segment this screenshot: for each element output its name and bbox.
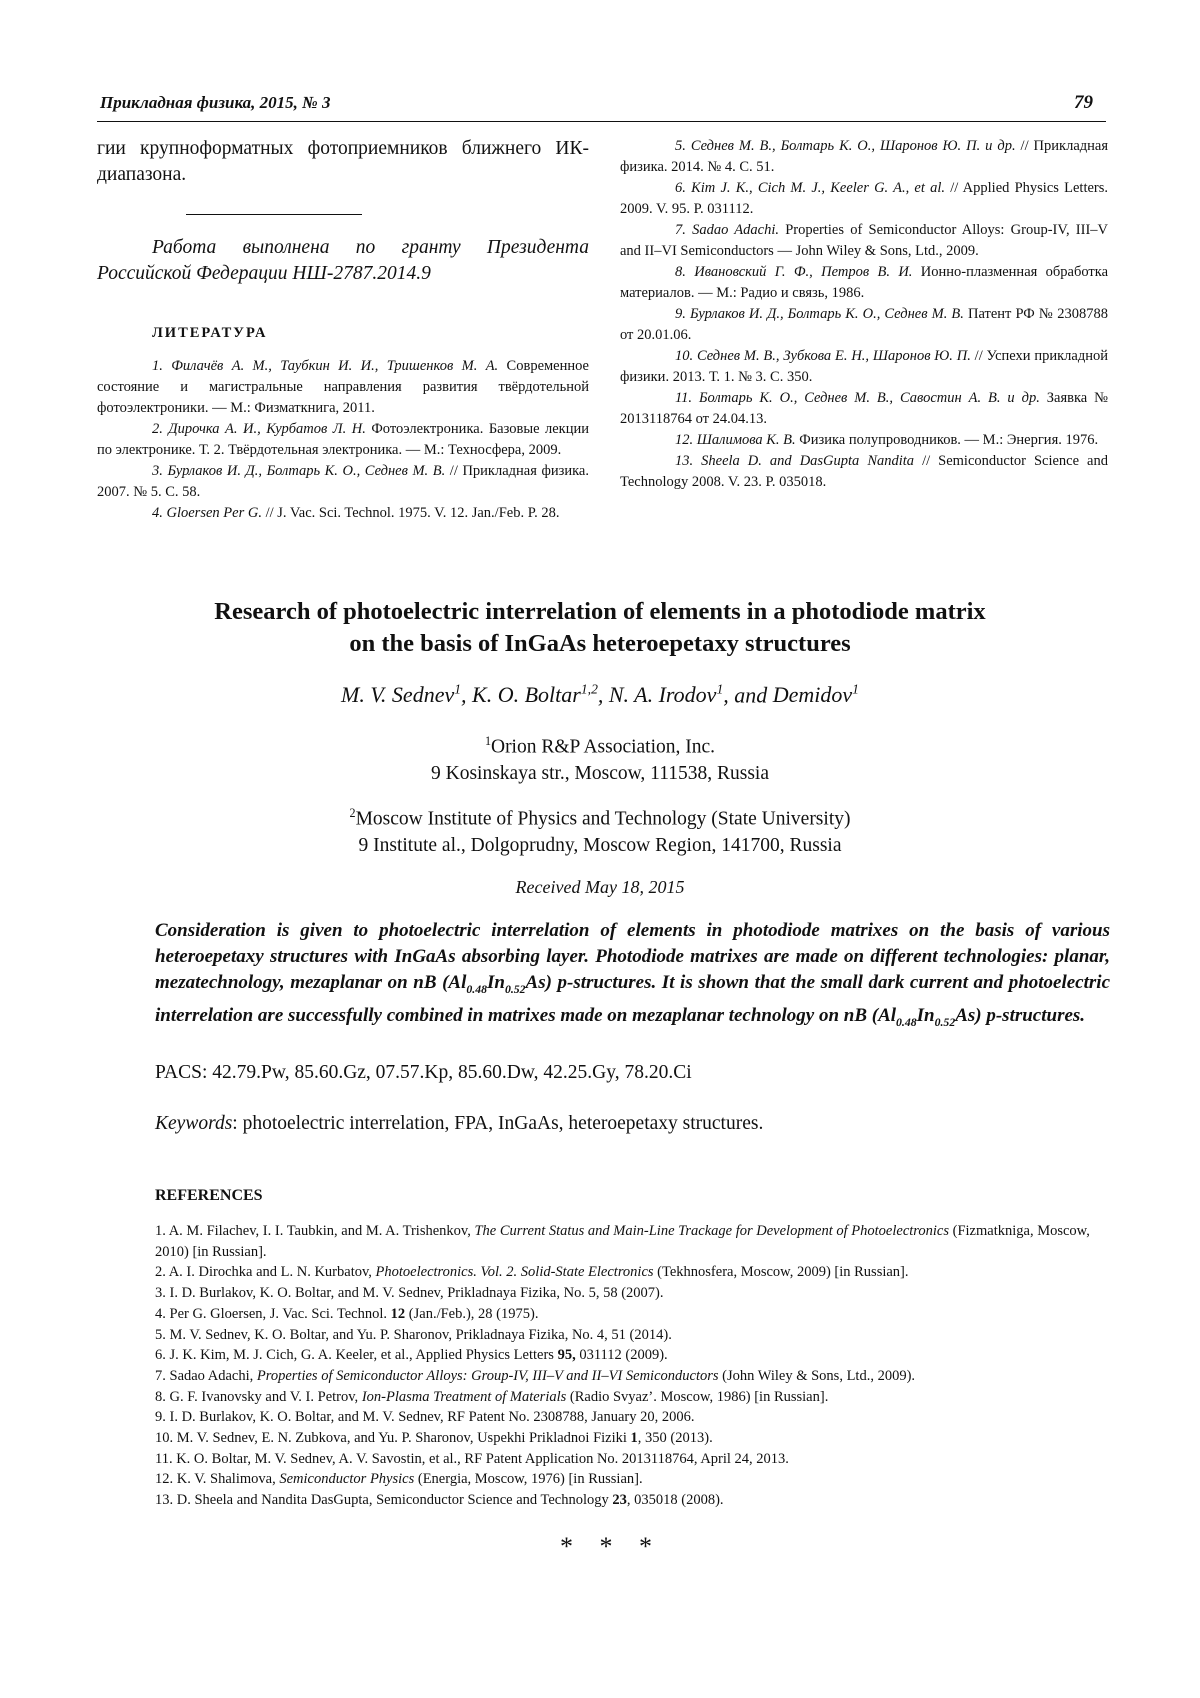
page-number: 79 <box>1074 92 1093 113</box>
reference-authors: 6. Kim J. K., Cich M. J., Keeler G. A., et al. <box>675 180 946 196</box>
reference-item: 3. I. D. Burlakov, K. O. Boltar, and M. V. Sednev, Prikladnaya Fizika, No. 5, 58 (2007). <box>155 1285 664 1302</box>
received-date: Received May 18, 2015 <box>515 877 685 897</box>
author: N. A. Irodov$^1$ <box>608 682 724 708</box>
reference-item: 13. D. Sheela and Nandita DasGupta, Semiconductor Science and Technology 23, 035018 (2008). <box>155 1492 724 1509</box>
references-heading: REFERENCES <box>155 1187 263 1204</box>
reference-authors: 3. Бурлаков И. Д., Болтарь К. О., Седнев М. В. <box>152 463 446 479</box>
reference-item <box>620 451 1108 493</box>
reference-authors: 7. Sadao Adachi. <box>675 222 779 238</box>
reference-text: // Semiconductor Science and Technology 2008. V. 23. P. 035018. <box>620 453 1108 490</box>
reference-text: // Прикладная физика. 2007. № 5. С. 58. <box>97 463 589 500</box>
reference-item <box>97 356 589 419</box>
reference-text: // J. Vac. Sci. Technol. 1975. V. 12. Jan./Feb. P. 28. <box>261 505 560 521</box>
title-line: Research of photoelectric interrelation of elements in a photodiode matrix <box>214 598 986 625</box>
reference-item: 10. M. V. Sednev, E. N. Zubkova, and Yu. P. Sharonov, Uspekhi Prikladnoi Fiziki 1, 350 (2013). <box>155 1430 713 1447</box>
footnote-rule <box>186 214 362 215</box>
grant-note: Работа выполнена по гранту Президента Российской Федерации НШ-2787.2014.9 <box>97 237 589 284</box>
left-column <box>97 136 589 524</box>
reference-authors: 4. Gloersen Per G. <box>152 505 262 521</box>
reference-item <box>620 262 1108 304</box>
keywords: Keywords: photoelectric interrelation, FPA, InGaAs, heteroepetaxy structures. <box>155 1113 764 1134</box>
reference-text: // Applied Physics Letters. 2009. V. 95. P. 031112. <box>620 180 1109 217</box>
reference-item <box>97 461 589 503</box>
reference-authors: 1. Филачёв А. М., Таубкин И. И., Тришенков М. А. <box>152 358 499 374</box>
author: M. V. Sednev$^1$ <box>341 682 462 708</box>
reference-item: 2. A. I. Dirochka and L. N. Kurbatov, Photoelectronics. Vol. 2. Solid-State Electronics (Tekhnosfera, Moscow, 2009) [in Russian]. <box>155 1264 909 1281</box>
end-mark: * * * <box>560 1532 662 1561</box>
title-line: on the basis of InGaAs heteroepetaxy structures <box>349 630 851 657</box>
reference-authors: 10. Седнев М. В., Зубкова Е. Н., Шаронов Ю. П. <box>675 348 971 364</box>
reference-text: Современное состояние и магистральные направления развития твёрдотельной фотоэлектроники. — М.: Физматкнига, 2011. <box>97 358 589 416</box>
abstract: Consideration is given to photoelectric interrelation of elements in photodiode matrixes on the basis of various heteroepetaxy structures with InGaAs absorbing layer. Photodiode matrixes are made on different technologies: planar, mezatechnology, mezaplanar on nB $(Al_{0.48}In_{0.52}As)$ p-structures. It is shown that the small dark current and photoelectric interrelation are successfully combined in matrixes made on mezaplanar technology on nB $(Al_{0.48}In_{0.52}As)$ p-structures. <box>155 920 1111 1029</box>
reference-authors: 5. Седнев М. В., Болтарь К. О., Шаронов Ю. П. и др. <box>675 138 1016 154</box>
reference-authors: 11. Болтарь К. О., Седнев М. В., Савостин А. В. и др. <box>675 390 1040 406</box>
reference-text: Заявка № 2013118764 от 24.04.13. <box>620 390 1108 427</box>
reference-item: 5. M. V. Sednev, K. O. Boltar, and Yu. P. Sharonov, Prikladnaya Fizika, No. 4, 51 (2014). <box>155 1326 672 1343</box>
affiliation-1: $^1$Orion R&P Association, Inc. 9 Kosinskaya str., Moscow, 111538, Russia <box>431 734 769 784</box>
article-title <box>100 596 1100 660</box>
literature-list-continued <box>620 136 1108 493</box>
reference-item <box>97 419 589 461</box>
reference-text: Properties of Semiconductor Alloys: Group-IV, III–V and II–VI Semiconductors — John Wiley & Sons, Ltd., 2009. <box>620 222 1108 259</box>
reference-authors: 8. Ивановский Г. Ф., Петров В. И. <box>675 264 913 280</box>
reference-item <box>620 388 1108 430</box>
reference-authors: 13. Sheela D. and DasGupta Nandita <box>675 453 915 469</box>
author-list: M. V. Sednev$^1$, K. O. Boltar$^{1,2}$, N. A. Irodov$^1$, and Demidov$^1$ <box>341 682 859 708</box>
reference-item <box>620 304 1108 346</box>
author: K. O. Boltar$^{1,2}$ <box>472 682 598 708</box>
reference-item <box>620 136 1108 178</box>
reference-item <box>620 220 1108 262</box>
reference-item: 9. I. D. Burlakov, K. O. Boltar, and M. V. Sednev, RF Patent No. 2308788, January 20, 2006. <box>155 1409 695 1426</box>
running-header: Прикладная физика, 2015, № 3 <box>100 93 331 112</box>
reference-text: Патент РФ № 2308788 от 20.01.06. <box>620 306 1108 343</box>
reference-item: 11. K. O. Boltar, M. V. Sednev, A. V. Savostin, et al., RF Patent Application No. 2013118764, April 24, 2013. <box>155 1450 789 1467</box>
reference-item: 7. Sadao Adachi, Properties of Semiconductor Alloys: Group-IV, III–V and II–VI Semiconductors (John Wiley & Sons, Ltd., 2009). <box>155 1367 916 1384</box>
reference-item: 8. G. F. Ivanovsky and V. I. Petrov, Ion-Plasma Treatment of Materials (Radio Svyaz’. Moscow, 1986) [in Russian]. <box>155 1388 829 1405</box>
header-rule <box>97 121 1106 122</box>
reference-item <box>97 503 589 524</box>
reference-item <box>620 178 1108 220</box>
author: Demidov$^1$ <box>772 682 859 708</box>
reference-item: 1. A. M. Filachev, I. I. Taubkin, and M. A. Trishenkov, The Current Status and Main-Line Trackage for Development of Photoelectronics (Fizmatkniga, Moscow, 2010) [in Russian]. <box>155 1223 1090 1260</box>
reference-item: 12. K. V. Shalimova, Semiconductor Physics (Energia, Moscow, 1976) [in Russian]. <box>155 1471 643 1488</box>
reference-text: // Успехи прикладной физики. 2013. Т. 1. № 3. С. 350. <box>620 348 1108 385</box>
reference-authors: 12. Шалимова К. В. <box>675 432 796 448</box>
references-list <box>155 1221 1110 1511</box>
reference-text: Ионно-плазменная обработка материалов. — М.: Радио и связь, 1986. <box>620 264 1109 301</box>
continuation-text: гии крупноформатных фотоприемников ближнего ИК-диапазона. <box>97 138 589 185</box>
reference-item: 6. J. K. Kim, M. J. Cich, G. A. Keeler, et al., Applied Physics Letters 95, 031112 (2009). <box>155 1347 668 1364</box>
reference-authors: 2. Дирочка А. И., Курбатов Л. Н. <box>152 421 366 437</box>
literature-list <box>97 356 589 524</box>
reference-text: Физика полупроводников. — М.: Энергия. 1976. <box>795 432 1099 448</box>
reference-text: Фотоэлектроника. Базовые лекции по электронике. Т. 2. Твёрдотельная электроника. — М.: Техносфера, 2009. <box>97 421 589 458</box>
literature-heading: ЛИТЕРАТУРА <box>152 325 268 341</box>
affiliation-2: $^2$Moscow Institute of Physics and Technology (State University) 9 Institute al., Dolgoprudny, Moscow Region, 141700, Russia <box>349 806 851 856</box>
reference-item <box>620 346 1108 388</box>
reference-item: 4. Per G. Gloersen, J. Vac. Sci. Technol. 12 (Jan./Feb.), 28 (1975). <box>155 1305 539 1322</box>
pacs-codes: PACS: 42.79.Pw, 85.60.Gz, 07.57.Kp, 85.60.Dw, 42.25.Gy, 78.20.Ci <box>155 1062 692 1083</box>
reference-text: // Прикладная физика. 2014. № 4. С. 51. <box>620 138 1108 175</box>
right-column <box>620 136 1108 493</box>
reference-authors: 9. Бурлаков И. Д., Болтарь К. О., Седнев М. В. <box>675 306 964 322</box>
reference-item <box>620 430 1108 451</box>
